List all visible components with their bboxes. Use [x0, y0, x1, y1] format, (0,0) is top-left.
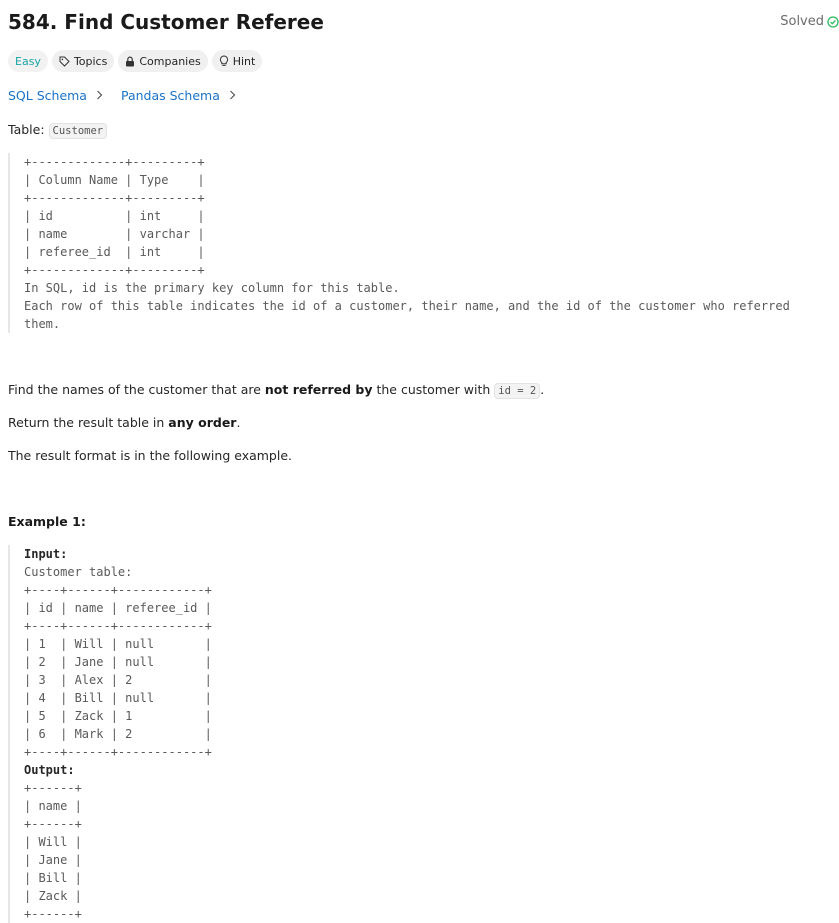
table-label: Table: — [8, 122, 45, 137]
output-body: +------+ | name | +------+ | Will | | Jane | | Bill | | Zack | +------+ — [24, 781, 82, 921]
example-heading — [8, 513, 86, 531]
description-paragraph-2 — [8, 414, 240, 432]
hint-label: Hint — [232, 54, 256, 68]
table-name-code: Customer — [49, 123, 108, 139]
lightbulb-icon — [219, 55, 229, 67]
chevron-right-icon — [229, 87, 236, 105]
schema-block: +-------------+---------+ | Column Name | Type | +-------------+---------+ | id | int | | name | varchar | | referee_id | int | +-------------+---------+ In SQL, id is the primary key column for this table. Each row of this table indicates the id of a customer, their name, and the id of the customer who referred them. — [8, 153, 790, 333]
solved-label: Solved — [780, 14, 824, 29]
sql-schema-label: SQL Schema — [8, 88, 87, 103]
tag-icon — [59, 56, 70, 67]
tag-bar — [8, 50, 262, 72]
input-body: Customer table: +----+------+------------+ | id | name | referee_id | +----+------+------------+ | 1 | Will | null | | 2 | Jane | null | | 3 | Alex | 2 | | 4 | Bill | null | | 5 | Zack | 1 | | 6 | Mark | 2 | +----+------+------------+ — [24, 565, 212, 759]
difficulty-badge[interactable] — [8, 50, 48, 72]
topics-label: Topics — [73, 54, 108, 68]
check-circle-icon — [827, 16, 839, 28]
example-block — [8, 545, 212, 923]
sql-schema-link[interactable] — [8, 87, 103, 105]
desc-bold: not referred by — [264, 382, 373, 397]
schema-links — [8, 87, 236, 105]
lock-icon — [125, 56, 135, 67]
solved-status — [780, 14, 839, 29]
input-label: Input: — [24, 547, 68, 561]
output-label: Output: — [24, 763, 75, 777]
table-intro — [8, 121, 107, 140]
id-code: id = 2 — [494, 383, 540, 399]
companies-label: Companies — [139, 54, 201, 68]
example-heading-text: Example 1: — [8, 514, 86, 529]
desc-text: Find the names of the customer that are — [8, 382, 265, 397]
desc-text: Return the result table in — [8, 415, 169, 430]
desc-text: the customer with — [372, 382, 495, 397]
desc-bold: any order — [168, 415, 237, 430]
difficulty-label: Easy — [15, 54, 41, 68]
desc-text: . — [540, 382, 545, 397]
problem-title: 584. Find Customer Referee — [8, 10, 324, 34]
description-paragraph-3: The result format is in the following example. — [8, 448, 292, 463]
topics-button[interactable] — [52, 50, 114, 72]
pandas-schema-label: Pandas Schema — [120, 88, 220, 103]
desc-text: . — [236, 415, 241, 430]
companies-button[interactable] — [118, 50, 207, 72]
description-paragraph-1 — [8, 381, 544, 400]
hint-button[interactable] — [212, 50, 263, 72]
chevron-right-icon — [96, 87, 103, 105]
pandas-schema-link[interactable] — [121, 87, 236, 105]
